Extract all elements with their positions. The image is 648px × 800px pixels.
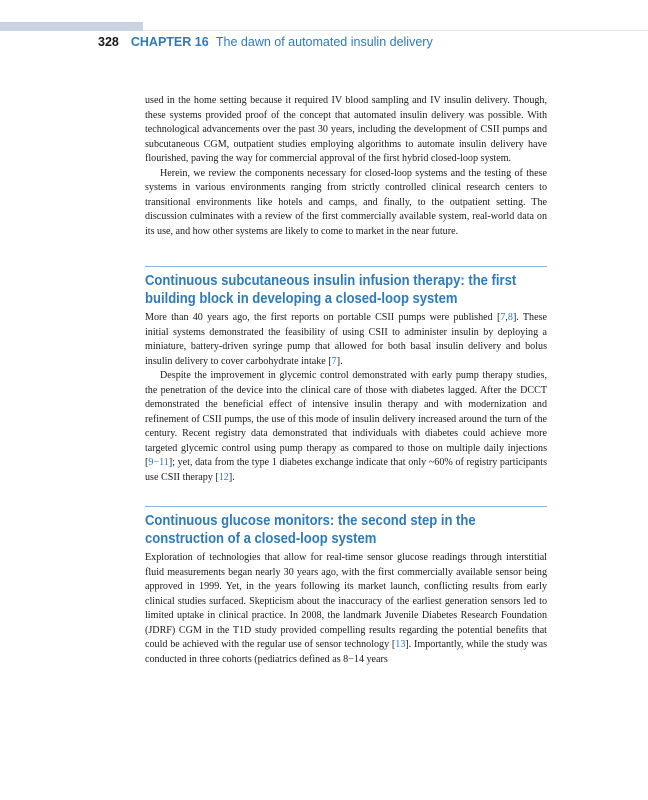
section-2-rule xyxy=(145,506,547,507)
citation-link[interactable]: 8 xyxy=(507,312,513,323)
section-1-rule xyxy=(145,266,547,267)
intro-paragraph-2: Herein, we review the components necessary for closed-loop systems and the testing of these systems in various environments ranging from strictly controlled clinical research centers to transitional environments like hotels and camps, and finally, to the outpatient setting. The discussion culminates with a review of the first commercially available system, real-world data on its use, and how other systems are likely to come to market in the near future. xyxy=(145,167,547,237)
header-color-bar xyxy=(0,22,143,31)
citation-link[interactable]: 7 xyxy=(500,312,506,323)
intro-paragraph-1: used in the home setting because it required IV blood sampling and IV insulin delivery. Though, these systems provided proof of the concept that automated insulin delivery was possible. With technological advancements over the past 30 years, including the development of CSII pumps and subcutaneous CGM, outpatient studies employing algorithms to automate insulin delivery have flourished, paving the way for commercial approval of the first hybrid closed-loop system. xyxy=(145,95,547,164)
section-1-paragraph-2: Despite the improvement in glycemic control demonstrated with early pump therapy studies, the penetration of the device into the clinical care of those with diabetes lagged. After the DCCT demonstrated the beneficial effect of intensive insulin therapy and with modernization and refinement of CSII pumps, the use of this mode of insulin delivery increased around the turn of the century. Recent registry data demonstrated that individuals with diabetes could achieve more targeted glycemic control using pump therapy as compared to those on multiple daily injections [9−11]; yet, data from the type 1 diabetes exchange indicate that only ~60% of registry participants use CSII therapy [12]. xyxy=(145,370,547,483)
section-2-heading: Continuous glucose monitors: the second step in the construction of a closed-loop system xyxy=(145,513,476,547)
citation-link[interactable]: 9−11 xyxy=(148,457,169,468)
section-1-paragraph-1: More than 40 years ago, the first reports on portable CSII pumps were published [7,8]. These initial systems demonstrated the feasibility of using CSII to administer insulin by deploying a miniature, battery-driven syringe pump that allowed for both basal insulin delivery and bolus insulin delivery to cover carbohydrate intake [7]. xyxy=(145,312,547,367)
page-body xyxy=(145,94,547,667)
page-number: 328 xyxy=(98,35,119,49)
section-1-heading: Continuous subcutaneous insulin infusion therapy: the first building block in developing a closed-loop system xyxy=(145,273,517,307)
header-rule xyxy=(143,30,648,31)
citation-link[interactable]: 7 xyxy=(331,355,337,367)
chapter-label: CHAPTER 16 xyxy=(130,35,209,49)
section-2-paragraph-1: Exploration of technologies that allow for real-time sensor glucose readings through interstitial fluid measurements began nearly 30 years ago, with the first commercially available sensor being approved in 1999. Yet, in the years following its market launch, conflicting results from early clinical studies surfaced. Skepticism about the inaccuracy of the earliest generation sensors led to limited uptake in clinical practice. In 2008, the landmark Juvenile Diabetes Research Foundation (JDRF) CGM in the T1D study provided compelling results regarding the potential benefits that could be achieved with the regular use of sensor technology [13]. Importantly, while the study was conducted in three cohorts (pediatrics defined as 8−14 years xyxy=(145,552,547,665)
running-header xyxy=(98,35,433,49)
citation-link[interactable]: 13 xyxy=(395,639,406,650)
citation-link[interactable]: 12 xyxy=(218,471,229,483)
chapter-title: The dawn of automated insulin delivery xyxy=(215,35,433,49)
